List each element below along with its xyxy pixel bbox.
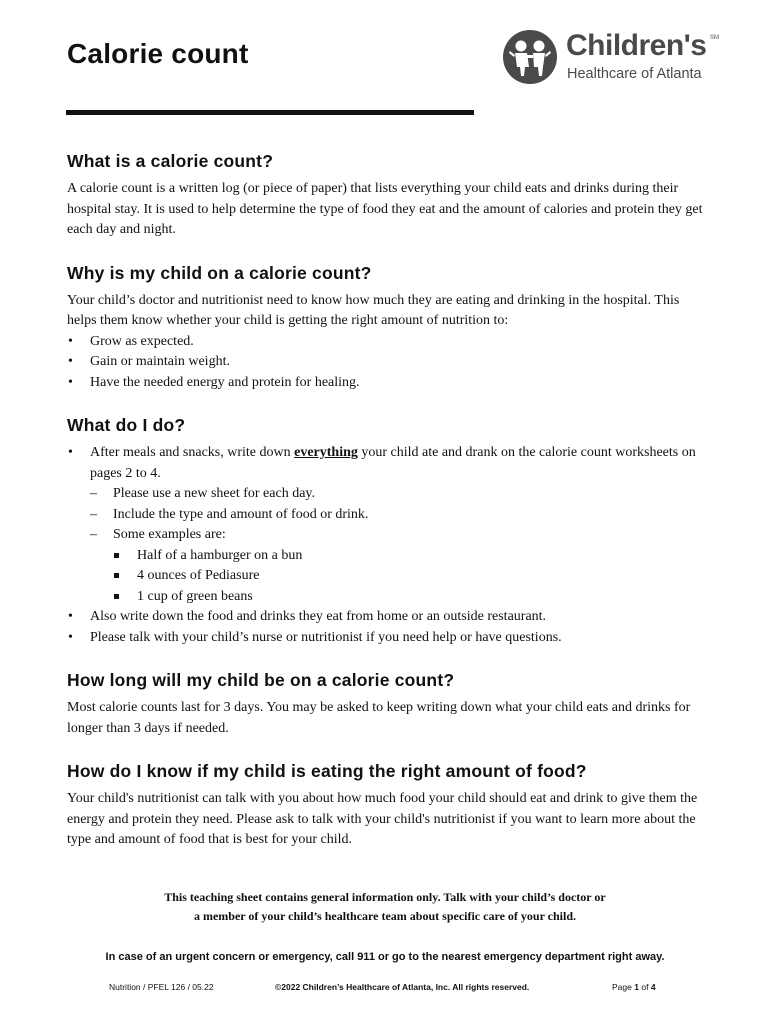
example-item: 1 cup of green beans [113, 587, 707, 608]
emphasis-everything: everything [294, 445, 358, 460]
title-divider [66, 110, 474, 115]
document-code: Nutrition / PFEL 126 / 05.22 [109, 982, 214, 992]
page-of: of [641, 982, 649, 992]
document-body [67, 150, 707, 872]
sub-list-item [90, 525, 707, 607]
list-item: • Gain or maintain weight. [67, 352, 707, 373]
page-label: Page [612, 982, 632, 992]
bullet-list [67, 332, 707, 394]
list-item [67, 443, 707, 607]
page-current: 1 [634, 982, 639, 992]
list-item: • Please talk with your child’s nurse or nutritionist if you need help or have questions. [67, 628, 707, 649]
brand-logo [500, 27, 736, 89]
page-number [612, 982, 656, 992]
example-item: 4 ounces of Pediasure [113, 566, 707, 587]
bullet-list [67, 443, 707, 648]
section-heading: What do I do? [67, 415, 186, 435]
logo-service-mark: SM [710, 35, 719, 41]
section-paragraph: A calorie count is a written log (or piece of paper) that lists everything your child eats and drinks during their hospital stay. It is used to help determine the type of food they eat and the amount of calories and protein they get each day and night. [67, 181, 703, 237]
copyright: ©2022 Children’s Healthcare of Atlanta, Inc. All rights reserved. [275, 982, 530, 992]
disclaimer [0, 888, 770, 926]
sub-list-text: Some examples are: [113, 527, 226, 542]
page-title: Calorie count [67, 38, 249, 69]
section-paragraph: Your child's nutritionist can talk with you about how much food your child should eat and drink to give them the energy and protein they need. Please ask to talk with your child's nutritionist if you want to learn more about the type and amount of food that is best for your child. [67, 791, 698, 847]
section-heading: What is a calorie count? [67, 151, 274, 171]
sub-list [90, 484, 707, 607]
section-what-do [67, 414, 707, 648]
example-list [113, 546, 707, 608]
section-why [67, 262, 707, 394]
disclaimer-line: a member of your child’s healthcare team about specific care of your child. [193, 909, 577, 923]
disclaimer-line: This teaching sheet contains general information only. Talk with your child’s doctor or [164, 890, 606, 904]
list-text: your child ate and drank on the calorie count worksheets on pages 2 to 4. [90, 445, 696, 481]
section-paragraph: Most calorie counts last for 3 days. You may be asked to keep writing down what your child eats and drinks for longer than 3 days if needed. [67, 700, 691, 736]
section-heading: How do I know if my child is eating the right amount of food? [67, 761, 587, 781]
logo-name: Children's [566, 29, 707, 62]
list-item: • Grow as expected. [67, 332, 707, 353]
section-paragraph: Your child’s doctor and nutritionist need to know how much they are eating and drinking in the hospital. This helps them know whether your child is getting the right amount of nutrition to: [67, 292, 680, 328]
list-item: • Also write down the food and drinks they eat from home or an outside restaurant. [67, 607, 707, 628]
children-logo-icon [502, 29, 558, 85]
section-what-is [67, 150, 707, 241]
page-total: 4 [650, 982, 656, 992]
logo-subtitle: Healthcare of Atlanta [567, 66, 702, 82]
sub-list-item: – Include the type and amount of food or drink. [90, 505, 707, 526]
example-item: Half of a hamburger on a bun [113, 546, 707, 567]
section-how-know [67, 760, 707, 851]
list-text: After meals and snacks, write down [90, 445, 291, 460]
section-heading: Why is my child on a calorie count? [67, 262, 372, 283]
list-item: • Have the needed energy and protein for healing. [67, 373, 707, 394]
urgent-notice: In case of an urgent concern or emergency, call 911 or go to the nearest emergency department right away. [105, 951, 665, 963]
section-how-long [67, 669, 707, 739]
sub-list-item: – Please use a new sheet for each day. [90, 484, 707, 505]
section-heading: How long will my child be on a calorie count? [67, 670, 455, 690]
